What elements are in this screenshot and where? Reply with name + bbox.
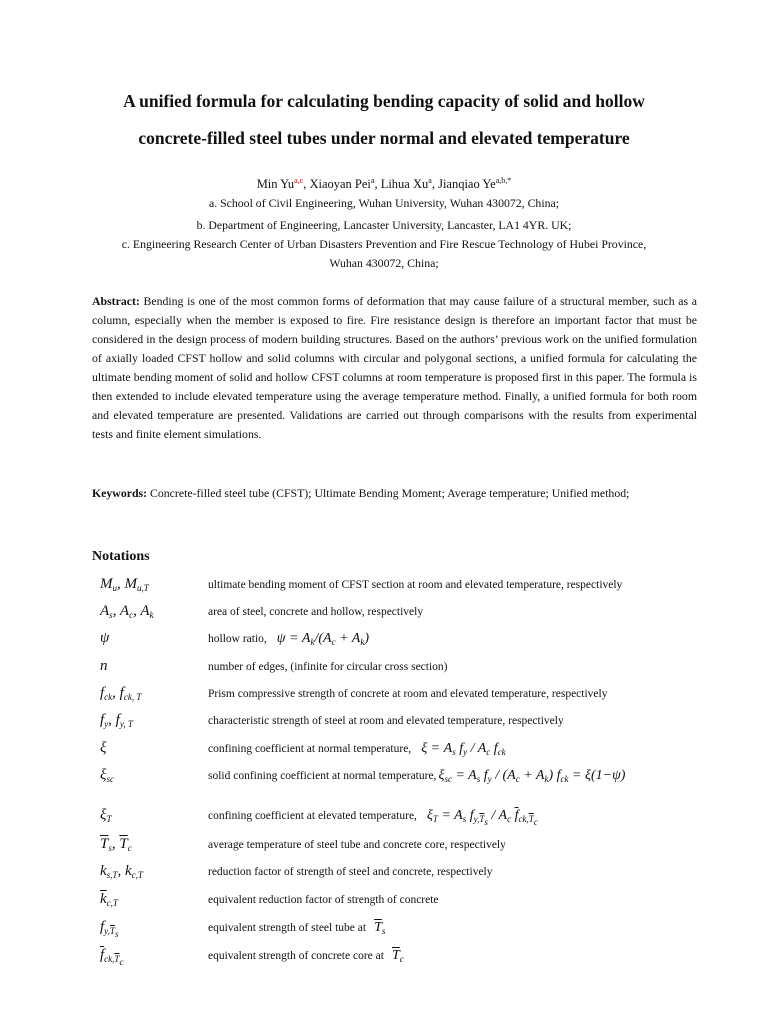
notation-symbol: n [100, 658, 108, 674]
notation-description [208, 920, 385, 936]
author-separator: , [374, 177, 381, 191]
notation-row [92, 861, 702, 883]
affiliation-c: c. Engineering Research Center of Urban Disasters Prevention and Fire Rescue Technology of Hubei Province, [121, 237, 647, 251]
notation-symbol: $\overline{k}_{c,T}$ [100, 891, 118, 908]
notation-description-text: confining coefficient at elevated temperature, [208, 810, 417, 822]
abstract [92, 292, 697, 444]
notation-symbol: $A_s$, $A_c$, $A_k$ [100, 603, 154, 620]
notation-row [92, 945, 702, 967]
author-separator: , [431, 177, 439, 191]
hollow-ratio-formula: $\psi = A_k/(A_c + A_k)$ [276, 631, 370, 647]
keywords [92, 484, 697, 503]
author-list [0, 176, 768, 192]
notation-description [208, 948, 404, 964]
notation-row [92, 656, 702, 678]
author-separator: , [303, 177, 310, 191]
author-name: Min Yu [256, 177, 295, 191]
elevated-confining-coefficient-formula: $\xi_T = A_s$ $f_{y,\overline{T}_s} / A_c$ $\overline{f}_{ck,\overline{T}_c}$ [426, 808, 538, 827]
notation-row [92, 683, 702, 705]
keywords-text: Concrete-filled steel tube (CFST); Ultimate Bending Moment; Average temperature; Unified method; [150, 486, 630, 500]
notation-row [92, 738, 702, 760]
notation-row [92, 805, 702, 827]
notation-symbol: $f_y$, $f_{y, T}$ [100, 712, 133, 729]
affiliation-c-continued: Wuhan 430072, China; [329, 256, 439, 270]
author-affiliation-mark: a [428, 176, 432, 185]
notation-description [208, 808, 538, 827]
notation-description: equivalent reduction factor of strength of concrete [208, 894, 439, 906]
notation-description: area of steel, concrete and hollow, respectively [208, 606, 424, 618]
notation-symbol: $\overline{T}_s$, $\overline{T}_c$ [100, 836, 132, 853]
notation-symbol: $f_{y,\overline{T}_s}$ [100, 919, 119, 939]
solid-confining-coefficient-formula: $\xi_{sc} = A_s$ $f_y / (A_c + A_k) f_{ck} = \xi(1-\psi)$ [438, 768, 626, 784]
notation-description-text: equivalent strength of steel tube at [208, 922, 367, 934]
concrete-temperature-symbol: $\overline{T}_c$ [391, 948, 404, 964]
abstract-text: Bending is one of the most common forms of deformation that may cause failure of a structural member, such as a column, especially when the member is exposed to fire. Fire resistance design is therefore an important factor that must be considered in the design process of modern building structures. Based on the authors’ previous work on the unified formulation of axially loaded CFST hollow and solid columns with circular and polygonal sections, a unified formula for calculating the ultimate bending moment of solid and hollow CFST columns at room temperature is proposed first in this paper. The formula is then extended to include elevated temperature using the average temperature method. Finally, a unified formula for both room and elevated temperature are presented. Validations are carried out through comparisons with the results from experimental tests and finite element simulations. [92, 294, 697, 441]
author-name: Lihua Xu [380, 177, 429, 191]
notation-description-text: equivalent strength of concrete core at [208, 950, 384, 962]
author-affiliation-mark: a,b,* [495, 176, 512, 185]
notation-symbol: $k_{s,T}$, $k_{c,T}$ [100, 863, 143, 880]
notation-description: ultimate bending moment of CFST section at room and elevated temperature, respectively [208, 579, 623, 591]
notation-symbol: $\xi_T$ [100, 807, 112, 824]
notation-row [92, 710, 702, 732]
notation-row [92, 917, 702, 939]
notation-description: characteristic strength of steel at room and elevated temperature, respectively [208, 715, 564, 727]
paper-title-line-2: concrete-filled steel tubes under normal and elevated temperature [138, 128, 630, 148]
notation-description [208, 631, 369, 647]
notation-description: reduction factor of strength of steel and concrete, respectively [208, 866, 493, 878]
notation-symbol: $f_{ck}$, $f_{ck, T}$ [100, 685, 142, 702]
notation-row [92, 889, 702, 911]
paper-title-line-1: A unified formula for calculating bending capacity of solid and hollow [123, 91, 645, 111]
notation-description: number of edges, (infinite for circular cross section) [208, 661, 448, 673]
author-name: Xiaoyan Pei [309, 177, 371, 191]
notation-description-text: solid confining coefficient at normal temperature, [208, 770, 437, 782]
affiliation-a: a. School of Civil Engineering, Wuhan University, Wuhan 430072, China; [208, 196, 560, 210]
notation-description: average temperature of steel tube and concrete core, respectively [208, 839, 506, 851]
notation-row [92, 834, 702, 856]
notation-symbol: ξ [100, 740, 107, 756]
author-name: Jianqiao Ye [438, 177, 496, 191]
notations-heading: Notations [92, 549, 150, 564]
steel-temperature-symbol: $\overline{T}_s$ [374, 920, 386, 936]
confining-coefficient-formula: $\xi = A_s$ $f_y / A_c$ $f_{ck}$ [421, 741, 506, 757]
author-affiliation-mark: a,c [294, 176, 304, 185]
notation-description [208, 768, 625, 784]
author-affiliation-mark: a [370, 176, 375, 185]
notation-description [208, 741, 506, 757]
notation-row [92, 574, 702, 596]
notation-row [92, 765, 702, 787]
affiliation-b: b. Department of Engineering, Lancaster University, Lancaster, LA1 4YR. UK; [196, 218, 572, 232]
notation-symbol: $\xi_{sc}$ [100, 767, 114, 784]
notation-description-text: hollow ratio, [208, 633, 267, 645]
notation-symbol: $\overline{f}_{ck,\overline{T}_c}$ [100, 947, 124, 967]
notation-description: Prism compressive strength of concrete at room and elevated temperature, respectively [208, 688, 608, 700]
notation-symbol: $M_u$, $M_{u,T}$ [100, 576, 149, 593]
notation-description-text: confining coefficient at normal temperature, [208, 743, 412, 755]
abstract-label: Abstract: [92, 294, 140, 308]
keywords-label: Keywords: [92, 486, 148, 500]
notation-row [92, 628, 702, 650]
notation-symbol: ψ [100, 630, 110, 646]
notation-row [92, 601, 702, 623]
